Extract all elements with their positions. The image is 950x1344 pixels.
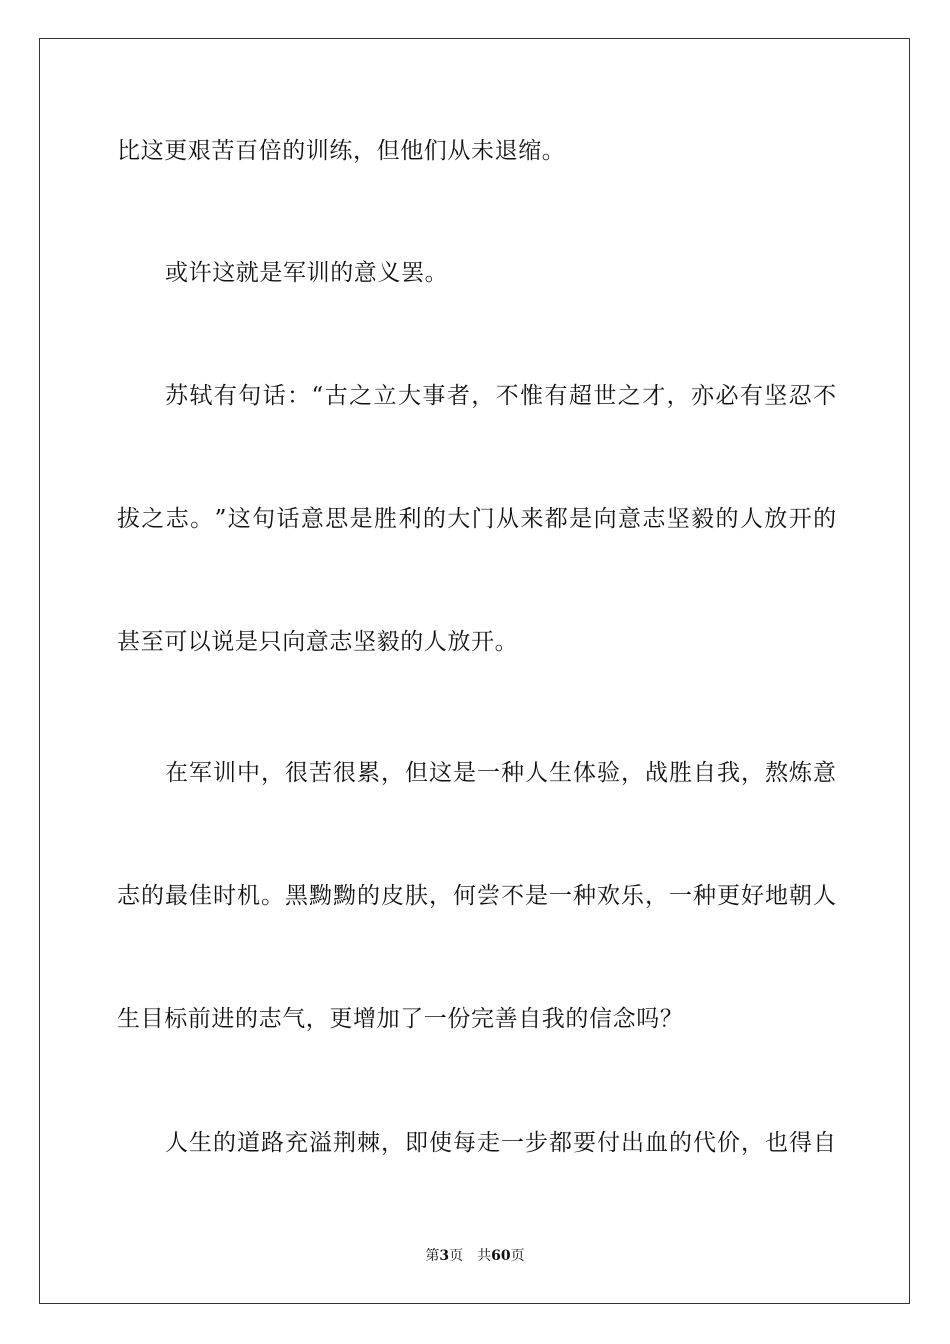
- page-current: 3: [439, 1248, 450, 1264]
- body-text-line: 或许这就是军训的意义罢。: [165, 260, 449, 286]
- body-text-line: 志 的 最 佳 时 机 。 黑 黝 黝 的 皮 肤 ， 何 尝 不 是 一 种 欢 乐 ， 一 种 更 好 地 朝 人: [117, 883, 837, 909]
- page-total: 60: [491, 1248, 511, 1264]
- page-prefix: 第: [425, 1248, 440, 1264]
- body-text-line: 在 军 训 中 ， 很 苦 很 累 ， 但 这 是 一 种 人 生 体 验 ， 战 胜 自 我 ， 熬 炼 意: [165, 760, 837, 786]
- page-suffix: 页: [449, 1248, 464, 1264]
- body-text-line: 拔 之 志 。 ” 这 句 话 意 思 是 胜 利 的 大 门 从 来 都 是 向 意 志 坚 毅 的 人 放 开 的: [117, 506, 837, 532]
- page-frame: [39, 38, 910, 1304]
- total-prefix: 共: [477, 1248, 492, 1264]
- body-text-line: 比这更艰苦百倍的训练，但他们从未退缩。: [117, 138, 566, 164]
- body-text-line: 苏 轼 有 句 话 ： “ 古 之 立 大 事 者 ， 不 惟 有 超 世 之 才 ， 亦 必 有 坚 忍 不: [165, 383, 837, 409]
- page-footer: [0, 1246, 950, 1266]
- body-text-line: 甚至可以说是只向意志坚毅的人放开。: [117, 629, 519, 655]
- total-suffix: 页: [510, 1248, 525, 1264]
- body-text-line: 生目标前进的志气，更增加了一份完善自我的信念吗？: [117, 1006, 684, 1032]
- body-text-line: 人 生 的 道 路 充 溢 荆 棘 ， 即 使 每 走 一 步 都 要 付 出 血 的 代 价 ， 也 得 自: [165, 1130, 837, 1156]
